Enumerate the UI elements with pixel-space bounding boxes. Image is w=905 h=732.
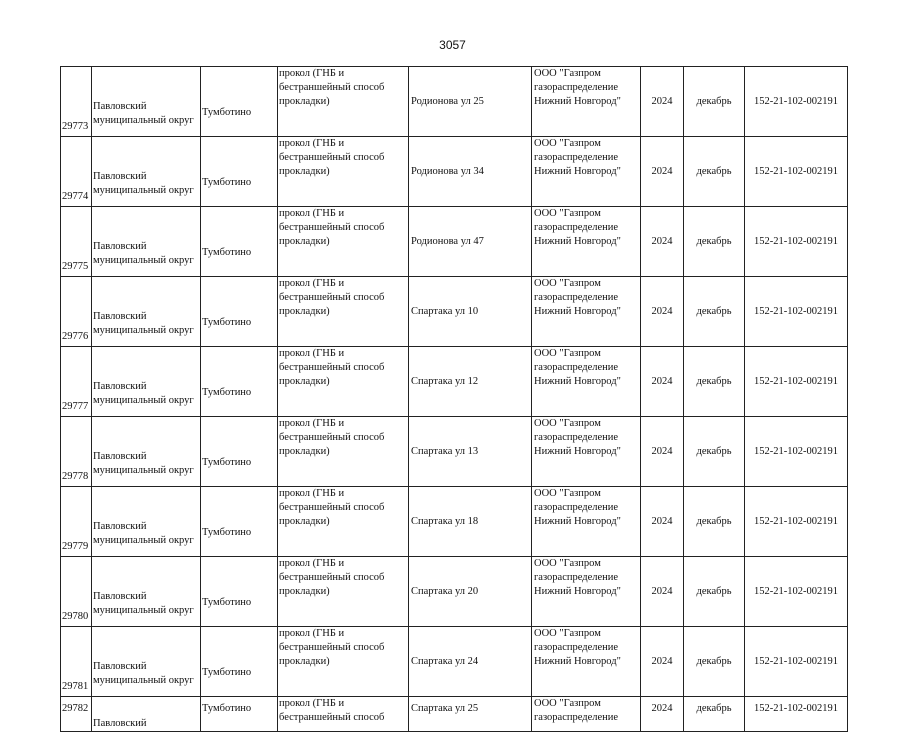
organization-cell bbox=[532, 627, 641, 697]
address-cell: Спартака ул 24 bbox=[409, 627, 532, 697]
organization-line: Нижний Новгород" bbox=[534, 166, 621, 177]
work-type-line: прокол (ГНБ и bbox=[279, 348, 345, 359]
month-cell: декабрь bbox=[684, 417, 745, 487]
district-line: Павловский bbox=[93, 591, 147, 602]
organization-cell bbox=[532, 207, 641, 277]
month-cell: декабрь bbox=[684, 207, 745, 277]
year-cell: 2024 bbox=[641, 627, 684, 697]
work-type-line: прокол (ГНБ и bbox=[279, 488, 345, 499]
work-type-line: прокол (ГНБ и bbox=[279, 698, 345, 709]
district-line: муниципальный округ bbox=[93, 255, 194, 266]
table-row bbox=[61, 277, 848, 347]
district-line: муниципальный округ bbox=[93, 465, 194, 476]
work-type-line: прокол (ГНБ и bbox=[279, 628, 345, 639]
work-type-cell bbox=[278, 277, 409, 347]
registry-body bbox=[61, 67, 848, 732]
year-cell: 2024 bbox=[641, 207, 684, 277]
organization-line: Нижний Новгород" bbox=[534, 376, 621, 387]
registry-code-cell: 152-21-102-002191 bbox=[745, 557, 848, 627]
locality-cell: Тумботино bbox=[201, 417, 278, 487]
organization-line: ООО "Газпром bbox=[534, 138, 601, 149]
registry-code-cell: 152-21-102-002191 bbox=[745, 137, 848, 207]
record-number: 29773 bbox=[61, 67, 92, 137]
work-type-line: бестраншейный способ bbox=[279, 222, 385, 233]
address-cell: Родионова ул 25 bbox=[409, 67, 532, 137]
table-row bbox=[61, 207, 848, 277]
month-cell: декабрь bbox=[684, 347, 745, 417]
work-type-line: прокол (ГНБ и bbox=[279, 418, 345, 429]
locality-cell: Тумботино bbox=[201, 67, 278, 137]
work-type-cell bbox=[278, 137, 409, 207]
locality-cell: Тумботино bbox=[201, 487, 278, 557]
organization-line: ООО "Газпром bbox=[534, 418, 601, 429]
work-type-line: бестраншейный способ bbox=[279, 82, 385, 93]
work-type-cell bbox=[278, 207, 409, 277]
month-cell: декабрь bbox=[684, 67, 745, 137]
registry-code-cell: 152-21-102-002191 bbox=[745, 697, 848, 732]
work-type-line: прокладки) bbox=[279, 306, 330, 317]
year-cell: 2024 bbox=[641, 277, 684, 347]
organization-line: ООО "Газпром bbox=[534, 208, 601, 219]
address-cell: Спартака ул 20 bbox=[409, 557, 532, 627]
record-number: 29778 bbox=[61, 417, 92, 487]
address-cell: Спартака ул 25 bbox=[409, 697, 532, 732]
work-type-line: бестраншейный способ bbox=[279, 712, 385, 723]
year-cell: 2024 bbox=[641, 137, 684, 207]
year-cell: 2024 bbox=[641, 487, 684, 557]
record-number: 29782 bbox=[61, 697, 92, 732]
locality-cell: Тумботино bbox=[201, 137, 278, 207]
district-cell bbox=[92, 347, 201, 417]
organization-cell bbox=[532, 697, 641, 732]
work-type-line: прокладки) bbox=[279, 586, 330, 597]
address-cell: Спартака ул 13 bbox=[409, 417, 532, 487]
district-line: муниципальный округ bbox=[93, 535, 194, 546]
month-cell: декабрь bbox=[684, 277, 745, 347]
district-line: Павловский bbox=[93, 381, 147, 392]
work-type-line: прокол (ГНБ и bbox=[279, 208, 345, 219]
organization-cell bbox=[532, 277, 641, 347]
work-type-cell bbox=[278, 67, 409, 137]
organization-line: газораспределение bbox=[534, 572, 619, 583]
district-cell bbox=[92, 627, 201, 697]
district-line: Павловский bbox=[93, 101, 147, 112]
district-line: Павловский bbox=[93, 718, 147, 729]
year-cell: 2024 bbox=[641, 417, 684, 487]
organization-line: Нижний Новгород" bbox=[534, 306, 621, 317]
record-number: 29780 bbox=[61, 557, 92, 627]
district-line: Павловский bbox=[93, 311, 147, 322]
organization-line: Нижний Новгород" bbox=[534, 656, 621, 667]
work-type-line: прокладки) bbox=[279, 166, 330, 177]
work-type-line: прокладки) bbox=[279, 446, 330, 457]
table-row bbox=[61, 557, 848, 627]
district-line: Павловский bbox=[93, 661, 147, 672]
month-cell: декабрь bbox=[684, 487, 745, 557]
organization-cell bbox=[532, 487, 641, 557]
organization-cell bbox=[532, 67, 641, 137]
month-cell: декабрь bbox=[684, 557, 745, 627]
work-type-line: бестраншейный способ bbox=[279, 152, 385, 163]
organization-line: газораспределение bbox=[534, 152, 619, 163]
record-number: 29776 bbox=[61, 277, 92, 347]
registry-code-cell: 152-21-102-002191 bbox=[745, 627, 848, 697]
organization-line: газораспределение bbox=[534, 292, 619, 303]
page-number: 3057 bbox=[439, 38, 466, 52]
work-type-line: бестраншейный способ bbox=[279, 362, 385, 373]
district-line: Павловский bbox=[93, 521, 147, 532]
district-line: Павловский bbox=[93, 171, 147, 182]
locality-cell: Тумботино bbox=[201, 627, 278, 697]
work-type-cell bbox=[278, 347, 409, 417]
organization-line: газораспределение bbox=[534, 362, 619, 373]
district-cell bbox=[92, 137, 201, 207]
organization-line: газораспределение bbox=[534, 502, 619, 513]
locality-cell: Тумботино bbox=[201, 557, 278, 627]
registry-code-cell: 152-21-102-002191 bbox=[745, 487, 848, 557]
address-cell: Спартака ул 10 bbox=[409, 277, 532, 347]
work-type-cell bbox=[278, 417, 409, 487]
work-type-line: бестраншейный способ bbox=[279, 642, 385, 653]
organization-line: газораспределение bbox=[534, 712, 619, 723]
table-row bbox=[61, 487, 848, 557]
organization-line: Нижний Новгород" bbox=[534, 96, 621, 107]
organization-line: газораспределение bbox=[534, 642, 619, 653]
organization-line: газораспределение bbox=[534, 432, 619, 443]
organization-line: ООО "Газпром bbox=[534, 278, 601, 289]
work-type-cell bbox=[278, 557, 409, 627]
address-cell: Спартака ул 12 bbox=[409, 347, 532, 417]
district-cell bbox=[92, 697, 201, 732]
record-number: 29775 bbox=[61, 207, 92, 277]
registry-code-cell: 152-21-102-002191 bbox=[745, 347, 848, 417]
record-number: 29774 bbox=[61, 137, 92, 207]
organization-line: Нижний Новгород" bbox=[534, 446, 621, 457]
locality-cell: Тумботино bbox=[201, 347, 278, 417]
district-cell bbox=[92, 207, 201, 277]
work-type-line: прокладки) bbox=[279, 656, 330, 667]
registry-table bbox=[60, 66, 848, 732]
locality-cell: Тумботино bbox=[201, 207, 278, 277]
organization-line: ООО "Газпром bbox=[534, 488, 601, 499]
table-row bbox=[61, 627, 848, 697]
work-type-line: прокол (ГНБ и bbox=[279, 558, 345, 569]
organization-line: газораспределение bbox=[534, 82, 619, 93]
work-type-line: бестраншейный способ bbox=[279, 432, 385, 443]
district-line: муниципальный округ bbox=[93, 115, 194, 126]
work-type-cell bbox=[278, 697, 409, 732]
year-cell: 2024 bbox=[641, 697, 684, 732]
organization-line: ООО "Газпром bbox=[534, 698, 601, 709]
district-line: муниципальный округ bbox=[93, 395, 194, 406]
record-number: 29781 bbox=[61, 627, 92, 697]
district-line: муниципальный округ bbox=[93, 675, 194, 686]
district-line: муниципальный округ bbox=[93, 605, 194, 616]
organization-line: Нижний Новгород" bbox=[534, 586, 621, 597]
registry-code-cell: 152-21-102-002191 bbox=[745, 207, 848, 277]
work-type-line: бестраншейный способ bbox=[279, 292, 385, 303]
address-cell: Спартака ул 18 bbox=[409, 487, 532, 557]
registry-code-cell: 152-21-102-002191 bbox=[745, 67, 848, 137]
address-cell: Родионова ул 34 bbox=[409, 137, 532, 207]
work-type-line: прокладки) bbox=[279, 376, 330, 387]
table-row bbox=[61, 347, 848, 417]
district-cell bbox=[92, 277, 201, 347]
organization-line: ООО "Газпром bbox=[534, 68, 601, 79]
table-row bbox=[61, 697, 848, 732]
organization-line: ООО "Газпром bbox=[534, 558, 601, 569]
district-cell bbox=[92, 417, 201, 487]
work-type-line: прокол (ГНБ и bbox=[279, 138, 345, 149]
month-cell: декабрь bbox=[684, 137, 745, 207]
organization-cell bbox=[532, 347, 641, 417]
organization-cell bbox=[532, 137, 641, 207]
district-cell bbox=[92, 487, 201, 557]
district-cell bbox=[92, 67, 201, 137]
organization-line: Нижний Новгород" bbox=[534, 516, 621, 527]
registry-code-cell: 152-21-102-002191 bbox=[745, 417, 848, 487]
work-type-line: бестраншейный способ bbox=[279, 572, 385, 583]
work-type-cell bbox=[278, 487, 409, 557]
work-type-line: прокол (ГНБ и bbox=[279, 278, 345, 289]
organization-line: Нижний Новгород" bbox=[534, 236, 621, 247]
district-cell bbox=[92, 557, 201, 627]
table-row bbox=[61, 417, 848, 487]
month-cell: декабрь bbox=[684, 697, 745, 732]
registry-code-cell: 152-21-102-002191 bbox=[745, 277, 848, 347]
year-cell: 2024 bbox=[641, 67, 684, 137]
record-number: 29777 bbox=[61, 347, 92, 417]
locality-cell: Тумботино bbox=[201, 277, 278, 347]
table-row bbox=[61, 137, 848, 207]
district-line: Павловский bbox=[93, 241, 147, 252]
month-cell: декабрь bbox=[684, 627, 745, 697]
work-type-line: прокладки) bbox=[279, 516, 330, 527]
year-cell: 2024 bbox=[641, 347, 684, 417]
organization-line: ООО "Газпром bbox=[534, 348, 601, 359]
work-type-line: бестраншейный способ bbox=[279, 502, 385, 513]
table-row bbox=[61, 67, 848, 137]
work-type-line: прокладки) bbox=[279, 96, 330, 107]
organization-line: ООО "Газпром bbox=[534, 628, 601, 639]
work-type-cell bbox=[278, 627, 409, 697]
district-line: муниципальный округ bbox=[93, 185, 194, 196]
district-line: Павловский bbox=[93, 451, 147, 462]
organization-cell bbox=[532, 557, 641, 627]
organization-cell bbox=[532, 417, 641, 487]
locality-cell: Тумботино bbox=[201, 697, 278, 732]
work-type-line: прокладки) bbox=[279, 236, 330, 247]
organization-line: газораспределение bbox=[534, 222, 619, 233]
district-line: муниципальный округ bbox=[93, 325, 194, 336]
record-number: 29779 bbox=[61, 487, 92, 557]
year-cell: 2024 bbox=[641, 557, 684, 627]
address-cell: Родионова ул 47 bbox=[409, 207, 532, 277]
work-type-line: прокол (ГНБ и bbox=[279, 68, 345, 79]
